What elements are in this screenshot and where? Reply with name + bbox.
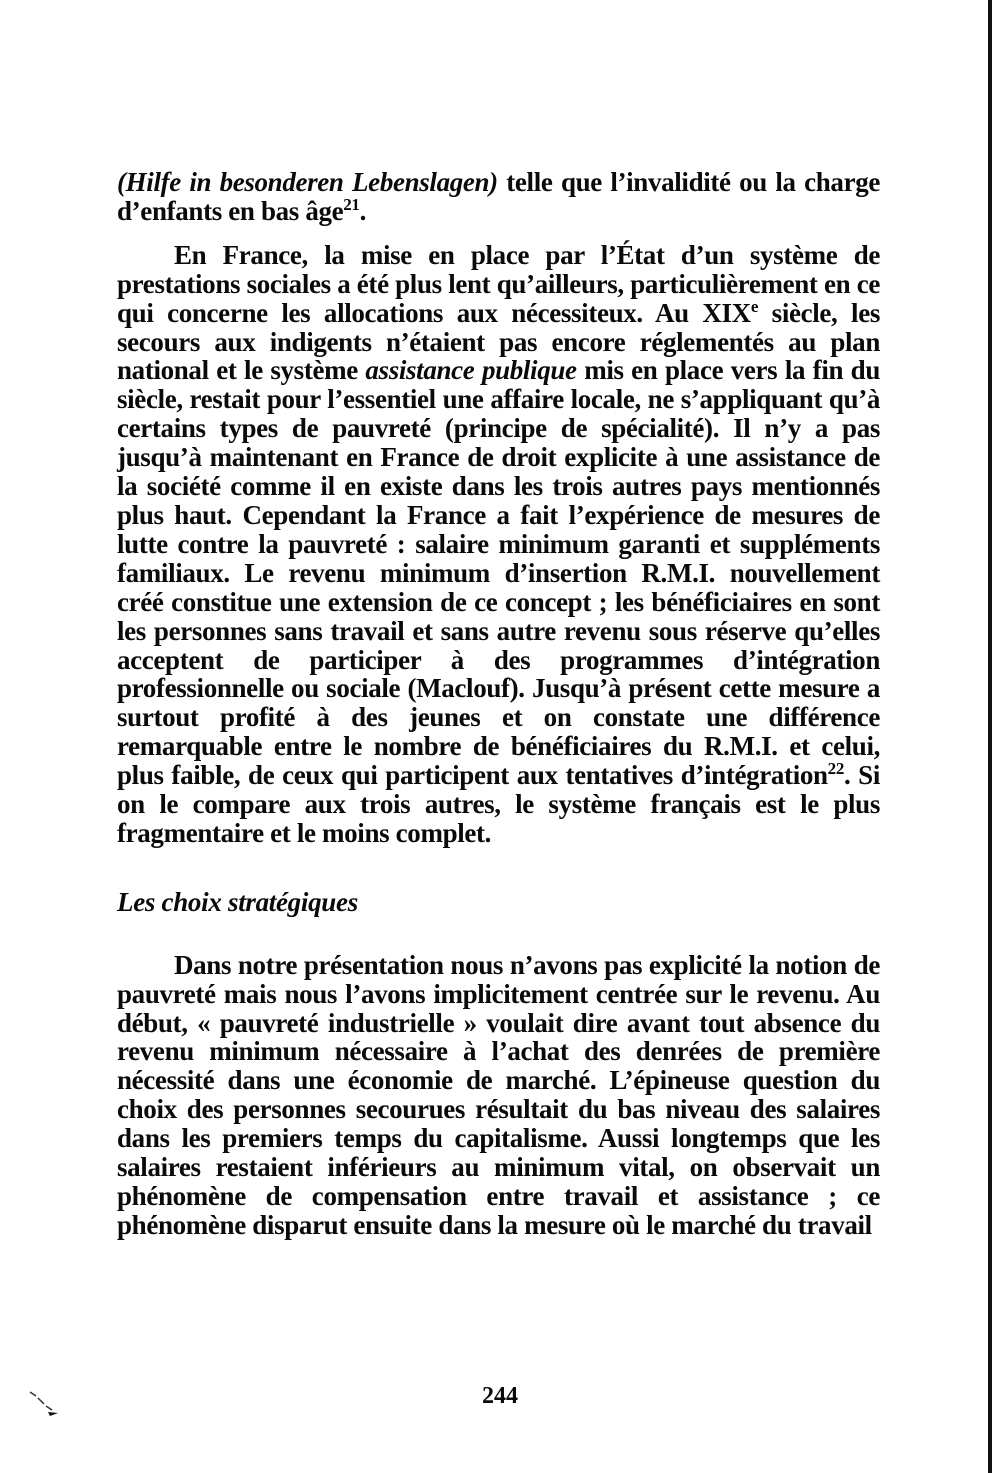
german-term: (Hilfe in besonderen Lebenslagen) bbox=[117, 167, 498, 197]
paragraph-france bbox=[117, 241, 880, 848]
paragraph-text: En France, la mise en place par l’État d’un système de prestations sociales a été plus lent qu’ailleurs, particulièrement en ce qui concerne les allocations aux nécessiteux. Au XIX bbox=[117, 239, 880, 328]
paragraph-continuation bbox=[117, 168, 880, 226]
page-edge-shadow bbox=[988, 0, 992, 1473]
footnote-ref-22: 22 bbox=[827, 759, 844, 779]
paragraph-text: mis en place vers la fin du siècle, restait pour l’essentiel une affaire locale, ne s’appliquant qu’à certains types de pauvreté (principe de spécialité). Il n’y a pas jusqu’à maintenant en France de droit explicite à une assistance de la société comme il en existe dans les trois autres pays mentionnés plus haut. Cependant la France a fait l’expérience de mesures de lutte contre la pauvreté : salaire minimum garanti et suppléments familiaux. Le revenu minimum d’insertion R.M.I. nouvellement créé constitue une extension de ce concept ; les bénéficiaires en sont les personnes sans travail et sans autre revenu sous réserve qu’elles acceptent de participer à des programmes d’intégration professionnelle ou sociale (Maclouf). Jusqu’à présent cette mesure a surtout profité à des jeunes et on constate une différence remarquable entre le nombre de bénéficiaires du R.M.I. et celui, plus faible, de ceux qui participent aux tentatives d’intégration bbox=[117, 355, 880, 791]
paragraph-text: siècle, les secours aux indigents n’étaient pas encore réglementés au plan national et le système bbox=[117, 297, 880, 386]
paragraph-text: . Si on le compare aux trois autres, le système français est le plus fragmentaire et le moins complet. bbox=[117, 760, 880, 848]
page-number: 244 bbox=[482, 1383, 518, 1409]
century-superscript: e bbox=[750, 296, 759, 316]
paragraph-strategic-choices: Dans notre présentation nous n’avons pas explicité la notion de pauvreté mais nous l’avons implicitement centrée sur le revenu. Au début, « pauvreté industrielle » voulait dire avant tout absence du revenu minimum nécessaire à l’achat des denrées de première nécessité dans une économie de marché. L’épineuse question du choix des personnes secourues résultait du bas niveau des salaires dans les premiers temps du capitalisme. Aussi longtemps que les salaires restaient inférieurs au minimum vital, on observait un phénomène de compensation entre travail et assistance ; ce phénomène disparut ensuite dans la mesure où le marché du travail bbox=[117, 949, 880, 1240]
section-heading: Les choix stratégiques bbox=[117, 886, 358, 917]
paragraph-text: telle que l’invalidité ou la charge d’enfants en bas âge bbox=[117, 167, 880, 226]
scan-artifact-mark bbox=[28, 1388, 60, 1418]
italic-term: assistance publique bbox=[365, 355, 577, 386]
paragraph-text: . bbox=[359, 195, 366, 226]
text-column bbox=[117, 168, 880, 1240]
footnote-ref-21: 21 bbox=[343, 194, 360, 214]
